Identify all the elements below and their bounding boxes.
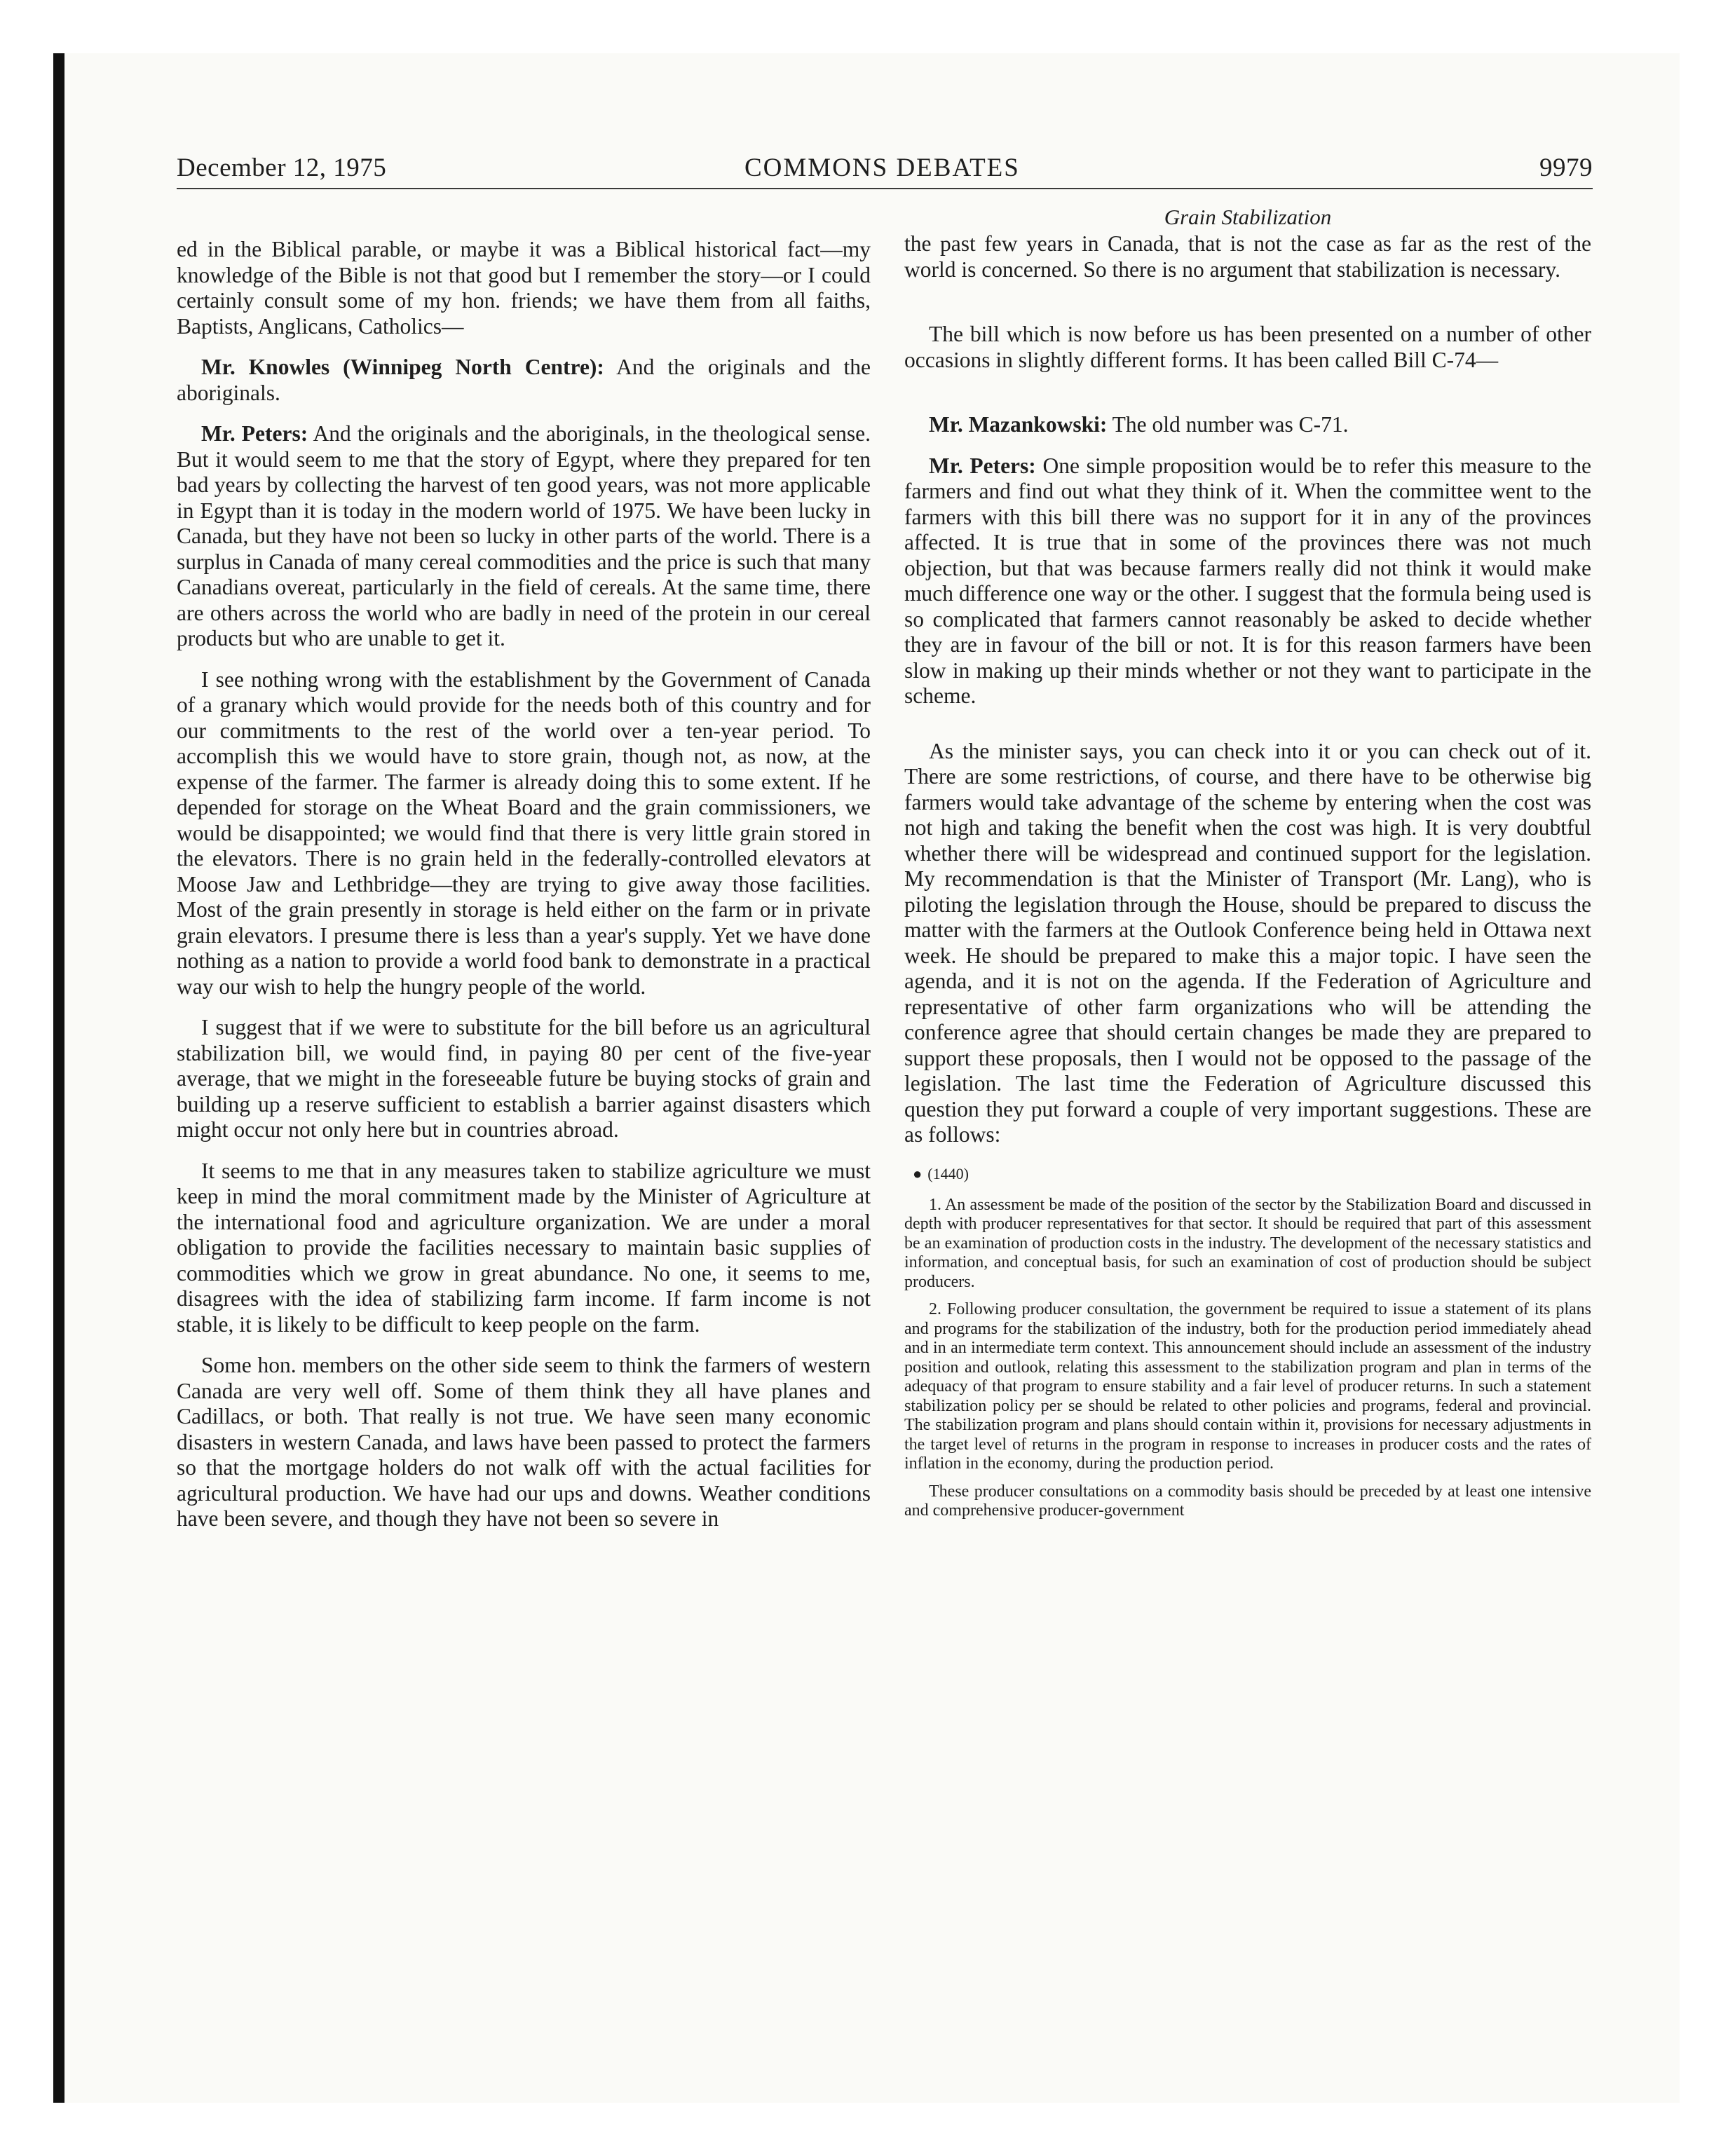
speech-paragraph bbox=[904, 453, 1591, 709]
header-date: December 12, 1975 bbox=[177, 153, 387, 182]
paragraph: ed in the Biblical parable, or maybe it was a Biblical historical fact—my knowledge of the Bible is not that good but I remember the story—or I could certainly consult some of my hon. friends; we have them from all faiths, Baptists, Anglicans, Catholics— bbox=[177, 237, 871, 339]
paragraph: I suggest that if we were to substitute for the bill before us an agricultural stabilization bill, we would find, in paying 80 per cent of the five-year average, that we might in the foreseeable future be buying stocks of grain and building up a reserve sufficient to establish a barrier against disasters which might occur not only here but in countries abroad. bbox=[177, 1015, 871, 1142]
speaker-name: Mr. Peters: bbox=[929, 453, 1036, 478]
paragraph: the past few years in Canada, that is not the case as far as the rest of the world is concerned. So there is no argument that stabilization is necessary. bbox=[904, 231, 1591, 282]
speech-text: And the originals and the aboriginals, in the theological sense. But it would seem to me that the story of Egypt, where they prepared for ten bad years by collecting the harvest of ten good years, was not more applicable in Egypt than it is today in the modern world of 1975. We have been lucky in Canada, but they have not been so lucky in other parts of the world. There is a surplus in Canada of many cereal commodities and the price is such that many Canadians overeat, particularly in the field of cereals. At the same time, there are others across the world who are badly in need of the protein in our cereal products but who are unable to get it. bbox=[177, 421, 871, 650]
speech-text: The old number was C-71. bbox=[1107, 412, 1349, 437]
left-column bbox=[177, 237, 871, 1548]
speaker-name: Mr. Knowles (Winnipeg North Centre): bbox=[201, 355, 604, 379]
bullet-icon: ● bbox=[913, 1164, 923, 1182]
header-divider bbox=[177, 188, 1593, 189]
timestamp bbox=[913, 1164, 1591, 1185]
quoted-item: 1. An assessment be made of the position of the sector by the Stabilization Board and discussed in depth with producer representatives for that sector. It should be required that part of this assessment be an examination of production costs in the industry. The development of the necessary statistics and information, and conceptual basis, for such an examination of cost of production should be subject producers. bbox=[904, 1195, 1591, 1291]
speaker-name: Mr. Peters: bbox=[201, 421, 308, 446]
quoted-item: 2. Following producer consultation, the government be required to issue a statement of its plans and programs for the stabilization of the industry, both for the production period immediately ahead and in an intermediate term context. This announcement should include an assessment of the industry position and outlook, relating this assessment to the stabilization program and plan in terms of the adequacy of that program to ensure stability and a fair level of producer returns. In such a statement stabilization policy per se should be related to other policies and programs, federal and provincial. The stabilization program and plans should contain within it, provisions for necessary adjustments in the target level of returns in the program in response to increases in producer costs and the rates of inflation in the economy, during the production period. bbox=[904, 1300, 1591, 1473]
speech-text: One simple proposition would be to refer this measure to the farmers and find out what they think of it. When the committee went to the farmers with this bill there was no support for it in any of the provinces affected. It is true that in some of the provinces there was not much objection, but that was because farmers really did not think it would make much difference one way or the other. I suggest that the formula being used is so complicated that farmers cannot reasonably be asked to decide whether they are in favour of the bill or not. It is for this reason farmers have been slow in making up their minds whether or not they want to participate in the scheme. bbox=[904, 453, 1592, 708]
speech-paragraph bbox=[177, 421, 871, 652]
running-head: Grain Stabilization bbox=[1164, 205, 1332, 229]
paragraph: The bill which is now before us has been presented on a number of other occasions in slightly different forms. It has been called Bill C-74— bbox=[904, 322, 1591, 372]
speech-paragraph bbox=[904, 412, 1591, 438]
paragraph: I see nothing wrong with the establishment by the Government of Canada of a granary which would provide for the needs both of this country and for our commitments to the rest of the world over a ten-year period. To accomplish this we would have to store grain, though not, as now, at the expense of the farmer. The farmer is already doing this to some extent. If he depended for storage on the Wheat Board and the grain commissioners, we would be disappointed; we would find that there is very little grain stored in the elevators. There is no grain held in the federally-controlled elevators at Moose Jaw and Lethbridge—they are trying to give away those facilities. Most of the grain presently in storage is held either on the farm or in private grain elevators. I presume there is less than a year's supply. Yet we have done nothing as a nation to provide a world food bank to demonstrate in a practical way our wish to help the hungry people of the world. bbox=[177, 667, 871, 999]
paragraph: It seems to me that in any measures taken to stabilize agriculture we must keep in mind the moral commitment made by the Minister of Agriculture at the international food and agriculture organization. We are under a moral obligation to provide the facilities necessary to maintain basic supplies of commodities which we grow in great abundance. No one, it seems to me, disagrees with the idea of stabilizing farm income. If farm income is not stable, it is likely to be difficult to keep people on the farm. bbox=[177, 1158, 871, 1337]
speech-paragraph bbox=[177, 355, 871, 406]
paragraph: Some hon. members on the other side seem to think the farmers of western Canada are very well off. Some of them think they all have planes and Cadillacs, or both. That really is not true. We have seen many economic disasters in western Canada, and laws have been passed to protect the farmers so that the mortgage holders do not walk off with the actual facilities for agricultural production. We have had our ups and downs. Weather conditions have been severe, and though they have not been so severe in bbox=[177, 1353, 871, 1531]
quoted-item: These producer consultations on a commodity basis should be preceded by at least one intensive and comprehensive producer-government bbox=[904, 1482, 1591, 1520]
page-header bbox=[177, 153, 1593, 191]
speaker-name: Mr. Mazankowski: bbox=[929, 412, 1108, 437]
header-title: COMMONS DEBATES bbox=[744, 153, 1020, 182]
page-number: 9979 bbox=[1539, 153, 1593, 182]
speech-text: And the originals and the aboriginals. bbox=[177, 355, 871, 405]
timestamp-label: (1440) bbox=[927, 1164, 969, 1182]
scan-border bbox=[53, 53, 64, 2103]
paragraph: As the minister says, you can check into it or you can check out of it. There are some restrictions, of course, and there have to be otherwise big farmers would take advantage of the scheme by entering when the cost was not high and taking the benefit when the cost was high. It is very doubtful whether there will be widespread and continued support for the legislation. My recommendation is that the Minister of Transport (Mr. Lang), who is piloting the legislation through the House, should be prepared to discuss the matter with the farmers at the Outlook Conference being held in Ottawa next week. He should be prepared to make this a major topic. I have seen the agenda, and it is not on the agenda. If the Federation of Agriculture and representative of other farm organizations who will be attending the conference agree that should certain changes be made they are prepared to support these proposals, then I would not be opposed to the passage of the legislation. The last time the Federation of Agriculture discussed this question they put forward a couple of very important suggestions. These are as follows: bbox=[904, 738, 1591, 1147]
right-column bbox=[904, 205, 1591, 1529]
